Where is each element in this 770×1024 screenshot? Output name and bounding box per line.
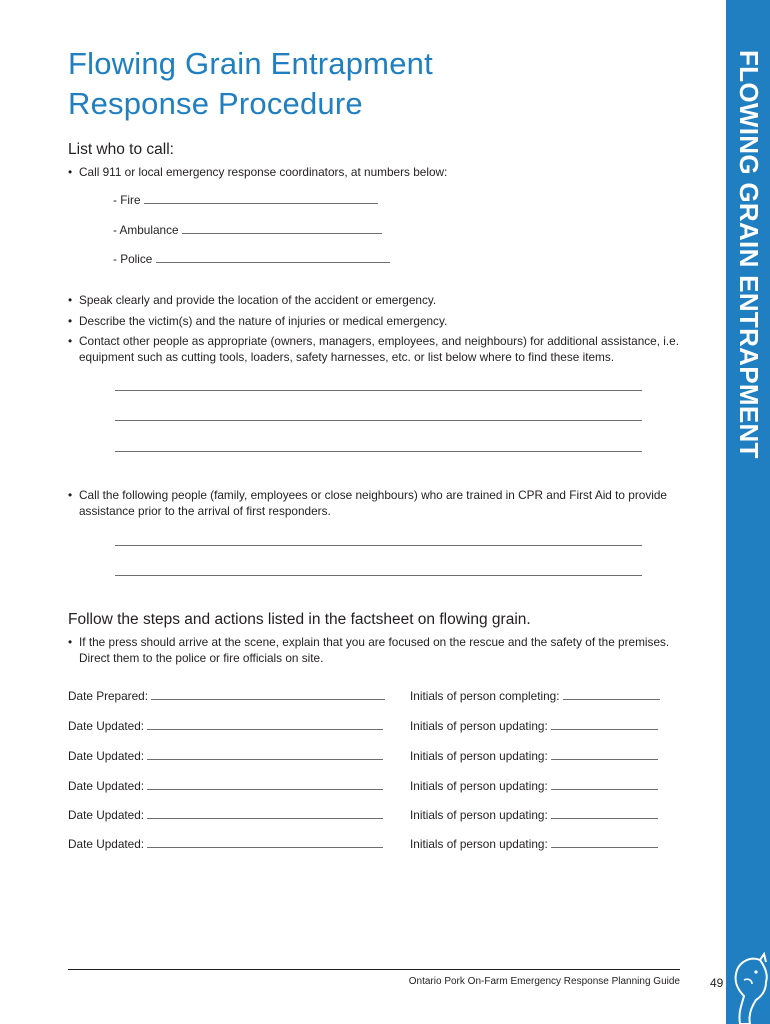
bullet-call-911: • Call 911 or local emergency response coordinators, at numbers below: [68,164,698,180]
date-label: Date Updated: [68,719,145,733]
section-heading-who-to-call: List who to call: [68,141,174,158]
date-label: Date Updated: [68,779,145,793]
date-field[interactable] [147,779,383,790]
date-row-right [410,807,658,823]
bullet-speak-clearly: • Speak clearly and provide the location of the accident or emergency. [68,292,698,308]
page-number: 49 [710,976,724,990]
contact-police [113,251,390,267]
initials-field[interactable] [551,779,658,790]
date-row-right [410,718,658,734]
contact-ambulance [113,222,382,238]
date-field[interactable] [147,719,383,730]
initials-field[interactable] [563,689,660,700]
date-field[interactable] [147,749,383,760]
fill-in-line-2[interactable] [115,420,642,421]
date-field[interactable] [151,689,385,700]
sidebar-band [726,0,770,1024]
date-row-right [410,688,660,704]
date-row-left [68,836,383,852]
bullet-call-trained-people: • Call the following people (family, employees or close neighbours) who are trained in CPR and First Aid to provide assistance prior to the arrival of first responders. [68,487,698,519]
bullet-press: • If the press should arrive at the scene, explain that you are focused on the rescue and the safety of the premises. Direct them to the police or fire officials on site. [68,634,698,666]
section-heading-follow-steps: Follow the steps and actions listed in the factsheet on flowing grain. [68,611,531,628]
date-row-left [68,748,383,764]
initials-field[interactable] [551,749,658,760]
initials-label: Initials of person updating: [410,779,548,793]
date-field[interactable] [147,837,383,848]
initials-label: Initials of person updating: [410,837,548,851]
initials-label: Initials of person updating: [410,719,548,733]
date-row-right [410,836,658,852]
initials-label: Initials of person updating: [410,749,548,763]
fill-in-line-4[interactable] [115,545,642,546]
page-title-line-2: Response Procedure [68,86,363,121]
contact-fire-field[interactable] [144,193,378,204]
contact-police-label: - Police [113,252,153,266]
footer-text: Ontario Pork On-Farm Emergency Response Planning Guide [408,976,680,987]
contact-ambulance-label: - Ambulance [113,223,179,237]
initials-field[interactable] [551,808,658,819]
date-row-left [68,807,383,823]
date-label: Date Updated: [68,808,145,822]
pig-logo-icon [730,950,770,1024]
bullet-contact-others: • Contact other people as appropriate (owners, managers, employees, and neighbours) for additional assistance, i.e. equipment such as cutting tools, loaders, safety harnesses, etc. or list below where to find these items. [68,333,704,365]
date-row-right [410,748,658,764]
date-row-left [68,688,385,704]
initials-label: Initials of person updating: [410,808,548,822]
contact-ambulance-field[interactable] [182,223,382,234]
date-label: Date Updated: [68,837,145,851]
bullet-describe-victims: • Describe the victim(s) and the nature of injuries or medical emergency. [68,313,698,329]
page-title-line-1: Flowing Grain Entrapment [68,46,433,81]
date-label: Date Updated: [68,749,145,763]
footer-rule [68,969,680,970]
initials-field[interactable] [551,837,658,848]
contact-fire-label: - Fire [113,193,141,207]
page-title [68,44,668,124]
contact-fire [113,192,378,208]
sidebar-section-label: FLOWING GRAIN ENTRAPMENT [734,50,764,459]
fill-in-line-5[interactable] [115,575,642,576]
initials-field[interactable] [551,719,658,730]
date-field[interactable] [147,808,383,819]
fill-in-line-1[interactable] [115,390,642,391]
date-label: Date Prepared: [68,689,149,703]
fill-in-line-3[interactable] [115,451,642,452]
date-row-right [410,778,658,794]
initials-label: Initials of person completing: [410,689,560,703]
date-row-left [68,778,383,794]
contact-police-field[interactable] [156,252,390,263]
date-row-left [68,718,383,734]
